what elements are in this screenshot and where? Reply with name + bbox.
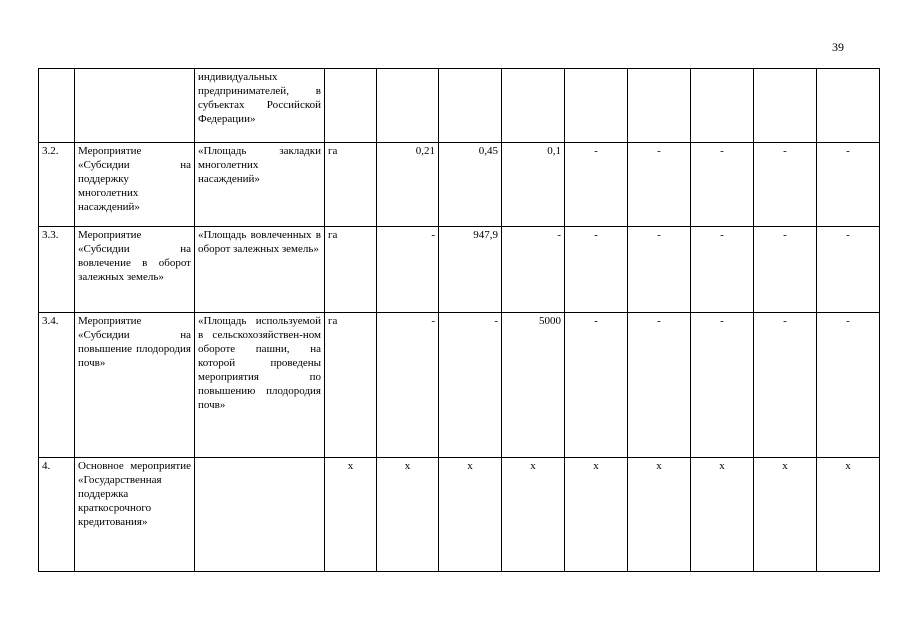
value-cell: - <box>565 227 628 313</box>
row-number: 4. <box>39 458 75 572</box>
value-cell: - <box>439 313 502 458</box>
indicator-cell: «Площадь вовлеченных в оборот залежных земель» <box>195 227 325 313</box>
value-cell: - <box>565 313 628 458</box>
value-cell: - <box>628 227 691 313</box>
value-cell: - <box>691 143 754 227</box>
table-row <box>39 458 880 572</box>
table-row <box>39 313 880 458</box>
program-table <box>38 68 880 572</box>
value-cell: х <box>377 458 439 572</box>
table-row <box>39 227 880 313</box>
unit-cell: га <box>325 143 377 227</box>
value-cell: - <box>817 227 880 313</box>
value-cell: - <box>754 143 817 227</box>
value-cell: - <box>377 313 439 458</box>
value-cell: - <box>754 313 817 458</box>
unit-cell <box>325 69 377 143</box>
page-number: 39 <box>832 40 844 54</box>
value-cell <box>817 69 880 143</box>
value-cell: х <box>502 458 565 572</box>
value-cell: х <box>817 458 880 572</box>
table-row <box>39 143 880 227</box>
indicator-cell: «Площадь используемой в сельскохозяйствен-ном обороте пашни, на которой проведены мероприятия по повышению плодородия почв» <box>195 313 325 458</box>
value-cell: - <box>817 143 880 227</box>
value-cell: х <box>565 458 628 572</box>
row-number <box>39 69 75 143</box>
indicator-cell: «Площадь закладки многолетних насаждений» <box>195 143 325 227</box>
event-cell: Основное мероприятие «Государственная поддержка краткосрочного кредитования» <box>75 458 195 572</box>
value-cell: - <box>502 227 565 313</box>
value-cell: - <box>754 227 817 313</box>
value-cell: х <box>439 458 502 572</box>
value-cell: - <box>691 313 754 458</box>
value-cell: - <box>817 313 880 458</box>
row-number: 3.2. <box>39 143 75 227</box>
value-cell <box>628 69 691 143</box>
value-cell: 0,45 <box>439 143 502 227</box>
unit-cell: га <box>325 313 377 458</box>
indicator-cell: индивидуальных предпринимателей, в субъектах Российской Федерации» <box>195 69 325 143</box>
value-cell: 5000 <box>502 313 565 458</box>
value-cell: - <box>377 227 439 313</box>
value-cell <box>377 69 439 143</box>
row-number: 3.3. <box>39 227 75 313</box>
value-cell <box>502 69 565 143</box>
event-cell: Мероприятие «Субсидии на повышение плодородия почв» <box>75 313 195 458</box>
value-cell <box>691 69 754 143</box>
value-cell: - <box>565 143 628 227</box>
value-cell: - <box>628 143 691 227</box>
table-row <box>39 69 880 143</box>
value-cell: х <box>691 458 754 572</box>
indicator-cell <box>195 458 325 572</box>
value-cell <box>565 69 628 143</box>
value-cell <box>754 69 817 143</box>
value-cell: х <box>754 458 817 572</box>
unit-cell: х <box>325 458 377 572</box>
row-number: 3.4. <box>39 313 75 458</box>
value-cell <box>439 69 502 143</box>
value-cell: 0,1 <box>502 143 565 227</box>
value-cell: - <box>628 313 691 458</box>
value-cell: х <box>628 458 691 572</box>
value-cell: 947,9 <box>439 227 502 313</box>
value-cell: - <box>691 227 754 313</box>
event-cell: Мероприятие «Субсидии на вовлечение в оборот залежных земель» <box>75 227 195 313</box>
event-cell <box>75 69 195 143</box>
value-cell: 0,21 <box>377 143 439 227</box>
event-cell: Мероприятие «Субсидии на поддержку многолетних насаждений» <box>75 143 195 227</box>
unit-cell: га <box>325 227 377 313</box>
